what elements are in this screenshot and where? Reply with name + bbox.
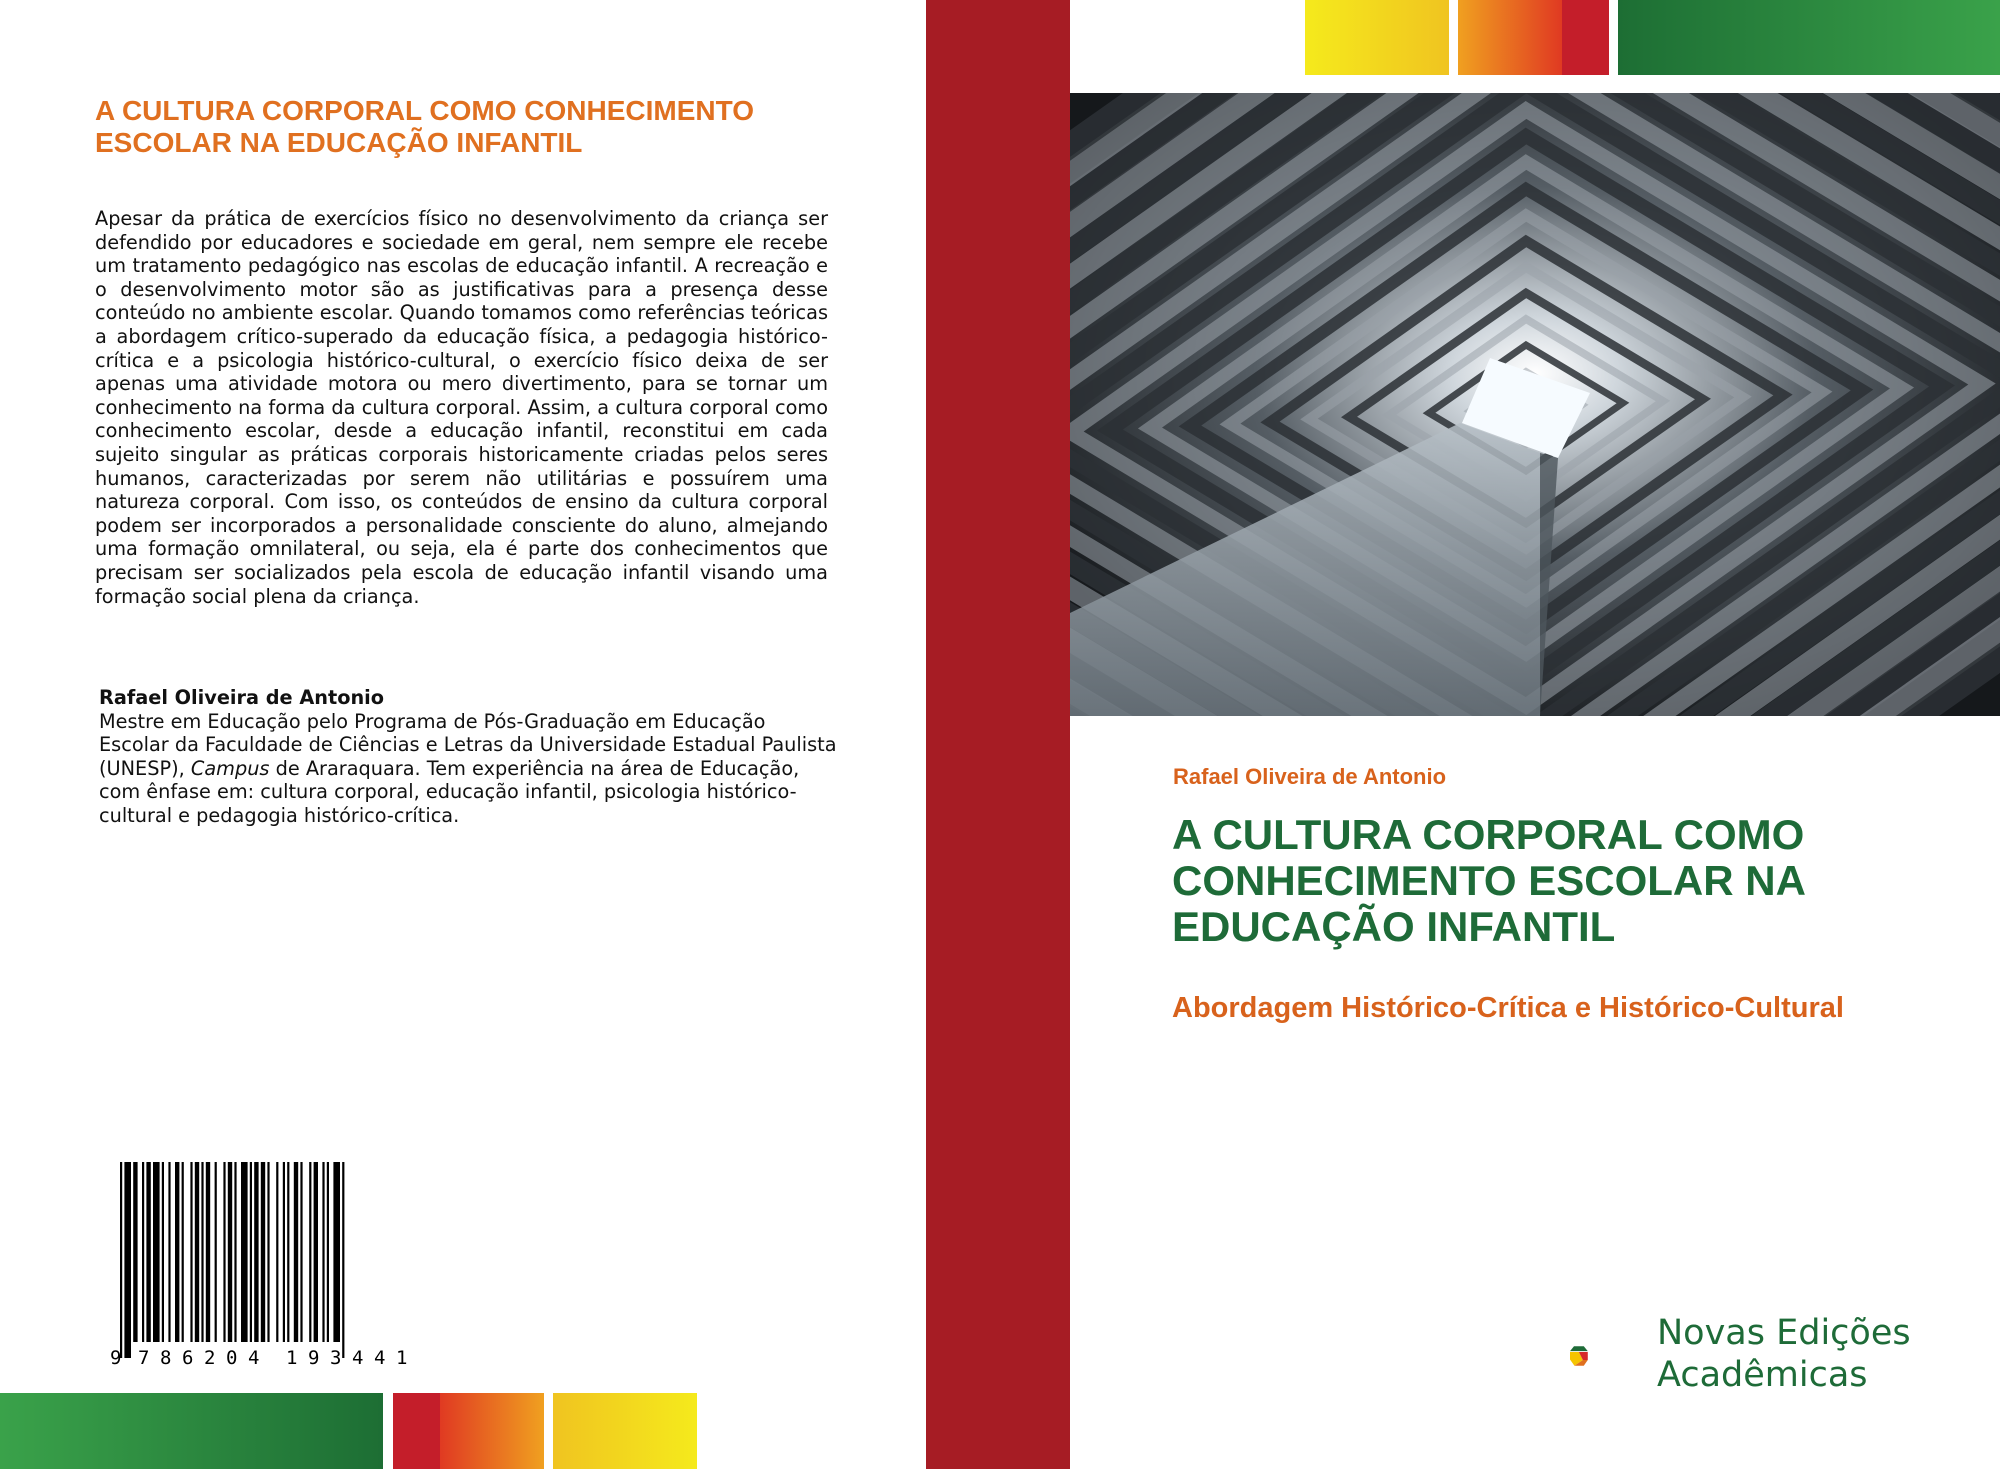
stripe-green-top <box>1618 0 2000 75</box>
barcode-digit: 7 <box>138 1347 150 1368</box>
barcode-bar <box>195 1162 199 1342</box>
barcode-bar <box>342 1162 344 1358</box>
author-bio-text-part2: de Araraquara. Tem experiência na área de Educação, com ênfase em: cultura corporal, educação infantil, psicologia histórico-cultural e pedagogia histórico-crítica. <box>99 756 800 827</box>
barcode-digit: 4 <box>352 1347 364 1368</box>
stripe-green-bottom <box>0 1393 383 1469</box>
barcode-bar <box>322 1162 324 1342</box>
barcode-digit: 4 <box>248 1347 260 1368</box>
barcode-bar <box>314 1162 318 1342</box>
author-bio-name: Rafael Oliveira de Antonio <box>99 686 385 709</box>
publisher-name <box>1657 1312 1911 1396</box>
author-bio <box>99 686 839 828</box>
barcode-digit: 0 <box>226 1347 238 1368</box>
back-cover-title: A CULTURA CORPORAL COMO CONHECIMENTO ESCOLAR NA EDUCAÇÃO INFANTIL <box>95 95 755 158</box>
barcode-bars <box>120 1162 344 1358</box>
front-cover-subtitle: Abordagem Histórico-Crítica e Histórico-Cultural <box>1172 992 1844 1024</box>
barcode-bar <box>190 1162 192 1342</box>
author-bio-text-part1: Mestre em Educação pelo Programa de Pós-Graduação em Educação Escolar da Faculdade de Ciências e Letras da Universidade Estadual Paulista (UNESP), <box>99 709 837 780</box>
front-cover-author: Rafael Oliveira de Antonio <box>1173 764 1447 789</box>
barcode-bar <box>333 1162 340 1342</box>
stripe-yellow-bottom <box>553 1393 697 1469</box>
barcode-bar <box>276 1162 278 1342</box>
stripe-red-bottom <box>393 1393 440 1469</box>
publisher-logo-icon <box>1570 1312 1650 1400</box>
barcode-bar <box>241 1162 248 1342</box>
barcode-digit: 4 <box>374 1347 386 1368</box>
barcode-bar <box>153 1162 160 1342</box>
stripe-yellow-top <box>1305 0 1449 75</box>
barcode-bar <box>327 1162 329 1342</box>
barcode-bar <box>223 1162 225 1342</box>
barcode-bar <box>287 1162 289 1342</box>
barcode-bar <box>175 1162 179 1342</box>
stripe-orange-bottom <box>440 1393 544 1469</box>
barcode-bar <box>234 1162 236 1342</box>
publisher-name-line1: Novas Edições <box>1657 1313 1911 1353</box>
barcode-bar <box>228 1162 232 1342</box>
barcode-digit: 9 <box>110 1347 122 1368</box>
book-spine <box>926 0 1070 1469</box>
barcode-bar <box>254 1162 258 1342</box>
barcode-bar <box>206 1162 210 1342</box>
barcode-bar <box>261 1162 265 1342</box>
barcode-bar <box>124 1162 131 1358</box>
author-bio-text <box>99 710 839 828</box>
barcode-bar <box>300 1162 302 1342</box>
isbn-barcode <box>110 1162 430 1368</box>
author-bio-campus: Campus <box>190 756 270 780</box>
barcode-bar <box>294 1162 298 1342</box>
barcode-bar <box>283 1162 285 1342</box>
back-cover-blurb: Apesar da prática de exercícios físico no desenvolvimento da criança ser defendido por educadores e sociedade em geral, nem sempre ele recebe um tratamento pedagógico nas escolas de educação infantil. A recreação e o desenvolvimento motor são as justificativas para a presença desse conteúdo no ambiente escolar. Quando tomamos como referências teóricas a abordagem crítico-superado da educação física, a pedagogia histórico-crítica e a psicologia histórico-cultural, o exercício físico deixa de ser apenas uma atividade motora ou mero divertimento, para se tornar um conhecimento na forma da cultura corporal. Assim, a cultura corporal como conhecimento escolar, desde a educação infantil, reconstitui em cada sujeito singular as práticas corporais historicamente criadas pelos seres humanos, caracterizadas por serem não utilitárias e possuírem uma natureza corporal. Com isso, os conteúdos de ensino da cultura corporal podem ser incorporados a personalidade consciente do aluno, almejando uma formação omnilateral, ou seja, ela é parte dos conhecimentos que precisam ser socializados pela escola de educação infantil visando uma formação social plena da criança. <box>95 207 828 608</box>
barcode-digit: 8 <box>160 1347 172 1368</box>
barcode-bar <box>146 1162 150 1342</box>
barcode-bar <box>201 1162 203 1342</box>
barcode-bar <box>267 1162 269 1342</box>
barcode-digit: 9 <box>308 1347 320 1368</box>
barcode-bar <box>168 1162 170 1342</box>
barcode-bar <box>309 1162 311 1342</box>
barcode-bar <box>250 1162 252 1342</box>
barcode-digit: 2 <box>204 1347 216 1368</box>
stripe-red-top <box>1562 0 1609 75</box>
back-cover <box>0 0 926 1469</box>
barcode-digit: 6 <box>182 1347 194 1368</box>
stripe-orange-top <box>1458 0 1562 75</box>
barcode-digit: 1 <box>396 1347 408 1368</box>
barcode-bar <box>142 1162 144 1342</box>
barcode-digit: 1 <box>286 1347 298 1368</box>
barcode-bar <box>162 1162 164 1342</box>
barcode-bar <box>120 1162 122 1358</box>
barcode-bar <box>215 1162 217 1342</box>
front-cover-title: A CULTURA CORPORAL COMO CONHECIMENTO ESCOLAR NA EDUCAÇÃO INFANTIL <box>1172 811 1805 950</box>
barcode-digit: 3 <box>330 1347 342 1368</box>
publisher-name-line2: Acadêmicas <box>1657 1355 1868 1395</box>
cover-photo-stairwell <box>1070 93 2000 716</box>
barcode-bar <box>182 1162 184 1342</box>
barcode-bar <box>133 1162 137 1342</box>
